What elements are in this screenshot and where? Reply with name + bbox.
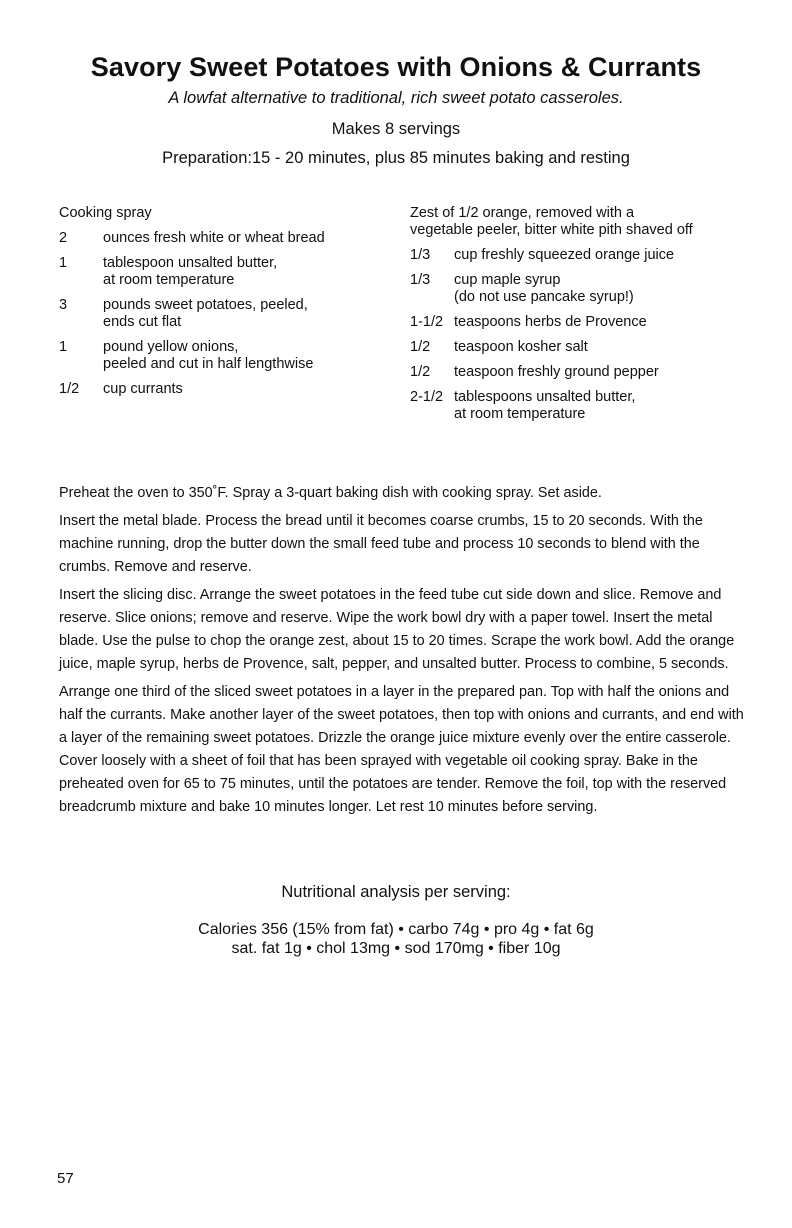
ingredient-item (59, 255, 389, 289)
ingredient-name: cup maple syrup (do not use pancake syrup!) (454, 272, 634, 305)
nutrition-line: sat. fat 1g • chol 13mg • sod 170mg • fiber 10g (231, 940, 561, 957)
ingredient-name: ounces fresh white or wheat bread (103, 230, 325, 246)
recipe-subtitle: A lowfat alternative to traditional, rich sweet potato casseroles. (168, 89, 624, 107)
ingredient-qty: 1-1/2 (410, 314, 444, 330)
ingredient-item (59, 297, 389, 331)
ingredient-qty: 1 (59, 339, 68, 355)
ingredient-qty: 1/2 (410, 364, 431, 380)
ingredient-item (410, 389, 750, 423)
instruction-paragraph: Insert the slicing disc. Arrange the sweet potatoes in the feed tube cut side down and slice. Remove and reserve. Slice onions; remove and reserve. Wipe the work bowl dry with a paper towel. Insert the metal blade. Use the pulse to chop the orange zest, about 15 to 20 times. Scrape the work bowl. Add the orange juice, maple syrup, herbs de Provence, salt, pepper, and unsalted butter. Process to combine, 5 seconds. (59, 587, 735, 672)
ingredient-item (410, 364, 750, 381)
ingredient-name: pound yellow onions, peeled and cut in half lengthwise (103, 339, 314, 372)
recipe-title: Savory Sweet Potatoes with Onions & Currants (90, 52, 702, 82)
ingredient-item (59, 230, 389, 247)
ingredient-name: teaspoons herbs de Provence (454, 314, 647, 330)
ingredient-name: cup currants (103, 381, 183, 397)
ingredient-qty: 1/2 (59, 381, 80, 397)
ingredient-name: pounds sweet potatoes, peeled, ends cut flat (103, 297, 308, 330)
ingredient-name: tablespoons unsalted butter, at room temperature (454, 389, 636, 422)
instruction-paragraph: Insert the metal blade. Process the bread until it becomes coarse crumbs, 15 to 20 seconds. With the machine running, drop the butter down the small feed tube and process 10 seconds to blend with the crumbs. Remove and reserve. (59, 513, 703, 575)
ingredient-name: teaspoon freshly ground pepper (454, 364, 659, 380)
ingredient-qty: 3 (59, 297, 68, 313)
ingredient-qty: 1 (59, 255, 68, 271)
instructions (59, 482, 749, 824)
servings-text: Makes 8 servings (331, 120, 461, 138)
ingredient-qty: 2 (59, 230, 68, 246)
ingredient-qty: 1/3 (410, 247, 431, 263)
ingredient-name: tablespoon unsalted butter, at room temperature (103, 255, 278, 288)
ingredient-item (410, 314, 750, 331)
nutrition-heading: Nutritional analysis per serving: (281, 883, 511, 901)
ingredients-left-column (59, 205, 389, 406)
ingredient-item (59, 381, 389, 398)
ingredient-item (59, 205, 389, 222)
instruction-paragraph: Arrange one third of the sliced sweet potatoes in a layer in the prepared pan. Top with half the onions and half the currants. Make another layer of the sweet potatoes, then top with onions and currants, and end with a layer of the remaining sweet potatoes. Drizzle the orange juice mixture evenly over the entire casserole. Cover loosely with a sheet of foil that has been sprayed with vegetable oil cooking spray. Bake in the preheated oven for 65 to 75 minutes, until the potatoes are tender. Remove the foil, top with the reserved breadcrumb mixture and bake 10 minutes longer. Let rest 10 minutes before serving. (59, 684, 744, 815)
nutrition-line: Calories 356 (15% from fat) • carbo 74g • pro 4g • fat 6g (198, 921, 594, 938)
ingredients-right-column (410, 205, 750, 431)
instruction-paragraph: Preheat the oven to 350˚F. Spray a 3-quart baking dish with cooking spray. Set aside. (59, 485, 602, 501)
ingredient-name: Cooking spray (59, 205, 152, 221)
ingredient-item (410, 247, 750, 264)
ingredient-qty: 2-1/2 (410, 389, 444, 405)
ingredient-item (410, 205, 750, 239)
ingredient-qty: 1/3 (410, 272, 431, 288)
ingredient-qty: 1/2 (410, 339, 431, 355)
ingredient-name: Zest of 1/2 orange, removed with a vegetable peeler, bitter white pith shaved off (410, 205, 693, 238)
ingredient-item (410, 272, 750, 306)
ingredient-name: cup freshly squeezed orange juice (454, 247, 675, 263)
ingredient-name: teaspoon kosher salt (454, 339, 588, 355)
ingredient-item (410, 339, 750, 356)
ingredient-item (59, 339, 389, 373)
preparation-time: Preparation:15 - 20 minutes, plus 85 minutes baking and resting (162, 149, 630, 167)
page-number: 57 (57, 1170, 74, 1187)
